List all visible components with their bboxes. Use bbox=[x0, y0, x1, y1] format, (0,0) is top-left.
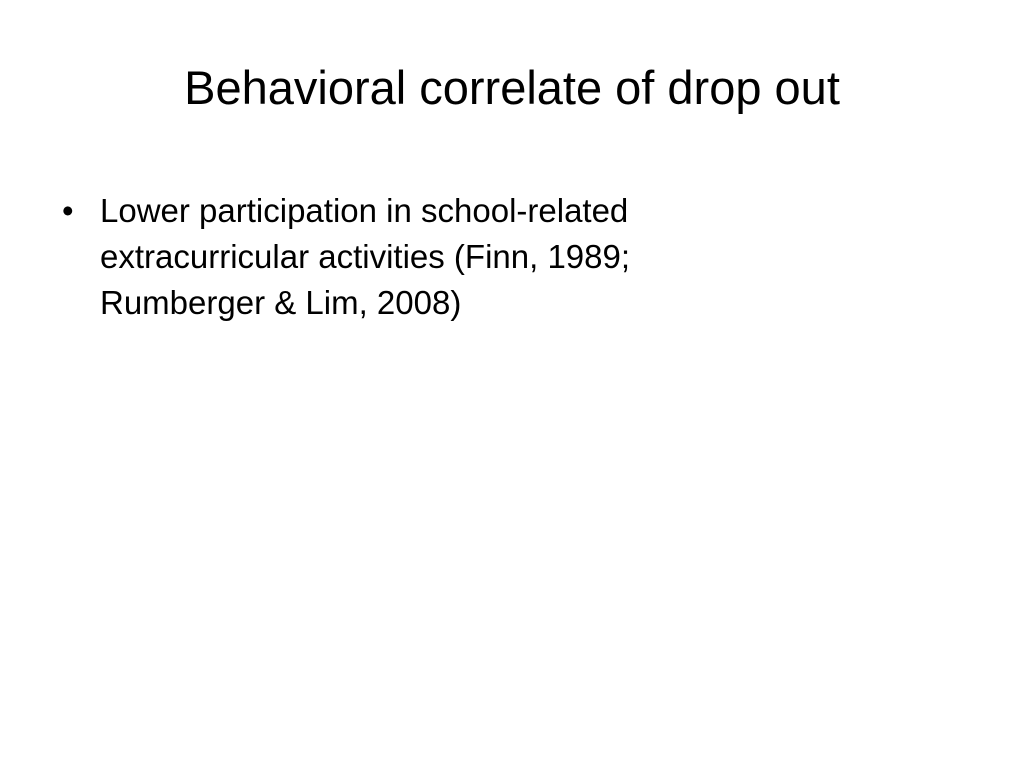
bullet-text: Lower participation in school-related extracurricular activities (Finn, 1989; Rumberger & Lim, 2008) bbox=[100, 192, 631, 322]
bullet-item bbox=[62, 188, 802, 327]
slide-title: Behavioral correlate of drop out bbox=[184, 61, 840, 114]
bullet-list bbox=[62, 188, 802, 327]
bullet-icon: • bbox=[62, 192, 74, 229]
